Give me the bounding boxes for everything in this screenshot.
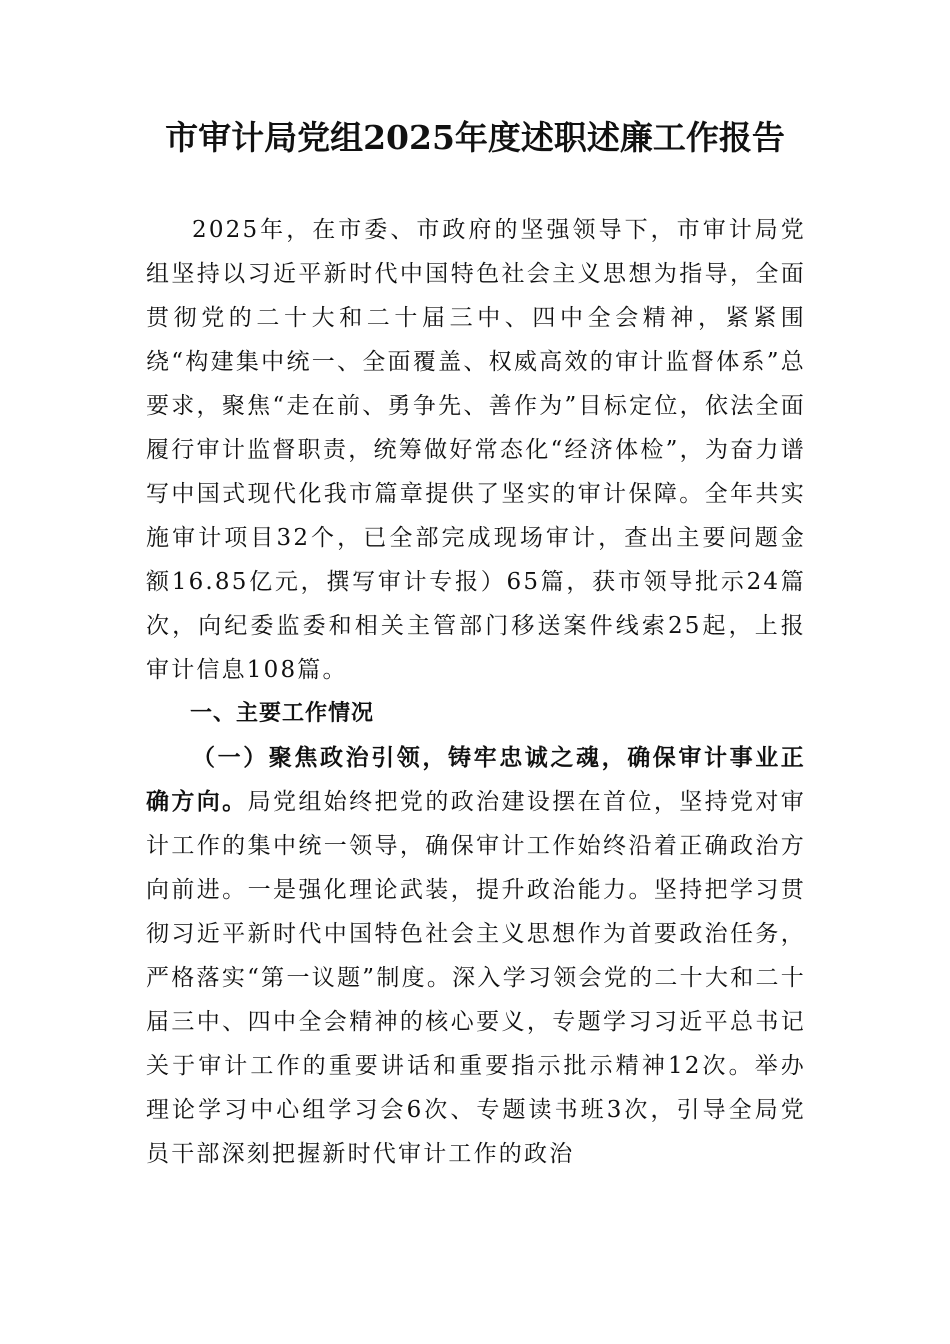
document-body bbox=[146, 208, 806, 1176]
section-heading-main-work: 一、主要工作情况 bbox=[190, 701, 375, 726]
subsection-title: （一）聚焦政治引领，铸牢忠诚之魂，确保审计事业正确方向。 bbox=[146, 744, 806, 815]
subsection-paragraph bbox=[146, 736, 806, 1176]
document-title: 市审计局党组2025年度述职述廉工作报告 bbox=[165, 118, 785, 157]
intro-paragraph: 2025年，在市委、市政府的坚强领导下，市审计局党组坚持以习近平新时代中国特色社会主义思想为指导，全面贯彻党的二十大和二十届三中、四中全会精神，紧紧围绕“构建集中统一、全面覆盖、权威高效的审计监督体系”总要求，聚焦“走在前、勇争先、善作为”目标定位，依法全面履行审计监督职责，统筹做好常态化“经济体检”，为奋力谱写中国式现代化我市篇章提供了坚实的审计保障。全年共实施审计项目32个，已全部完成现场审计，查出主要问题金额16.85亿元，撰写审计专报）65篇，获市领导批示24篇次，向纪委监委和相关主管部门移送案件线索25起，上报审计信息108篇。 bbox=[146, 217, 806, 683]
subsection-body: 局党组始终把党的政治建设摆在首位，坚持党对审计工作的集中统一领导，确保审计工作始终沿着正确政治方向前进。一是强化理论武装，提升政治能力。坚持把学习贯彻习近平新时代中国特色社会主义思想作为首要政治任务，严格落实“第一议题”制度。深入学习领会党的二十大和二十届三中、四中全会精神的核心要义，专题学习习近平总书记关于审计工作的重要讲话和重要指示批示精神12次。举办理论学习中心组学习会6次、专题读书班3次，引导全局党员干部深刻把握新时代审计工作的政治 bbox=[146, 789, 806, 1167]
